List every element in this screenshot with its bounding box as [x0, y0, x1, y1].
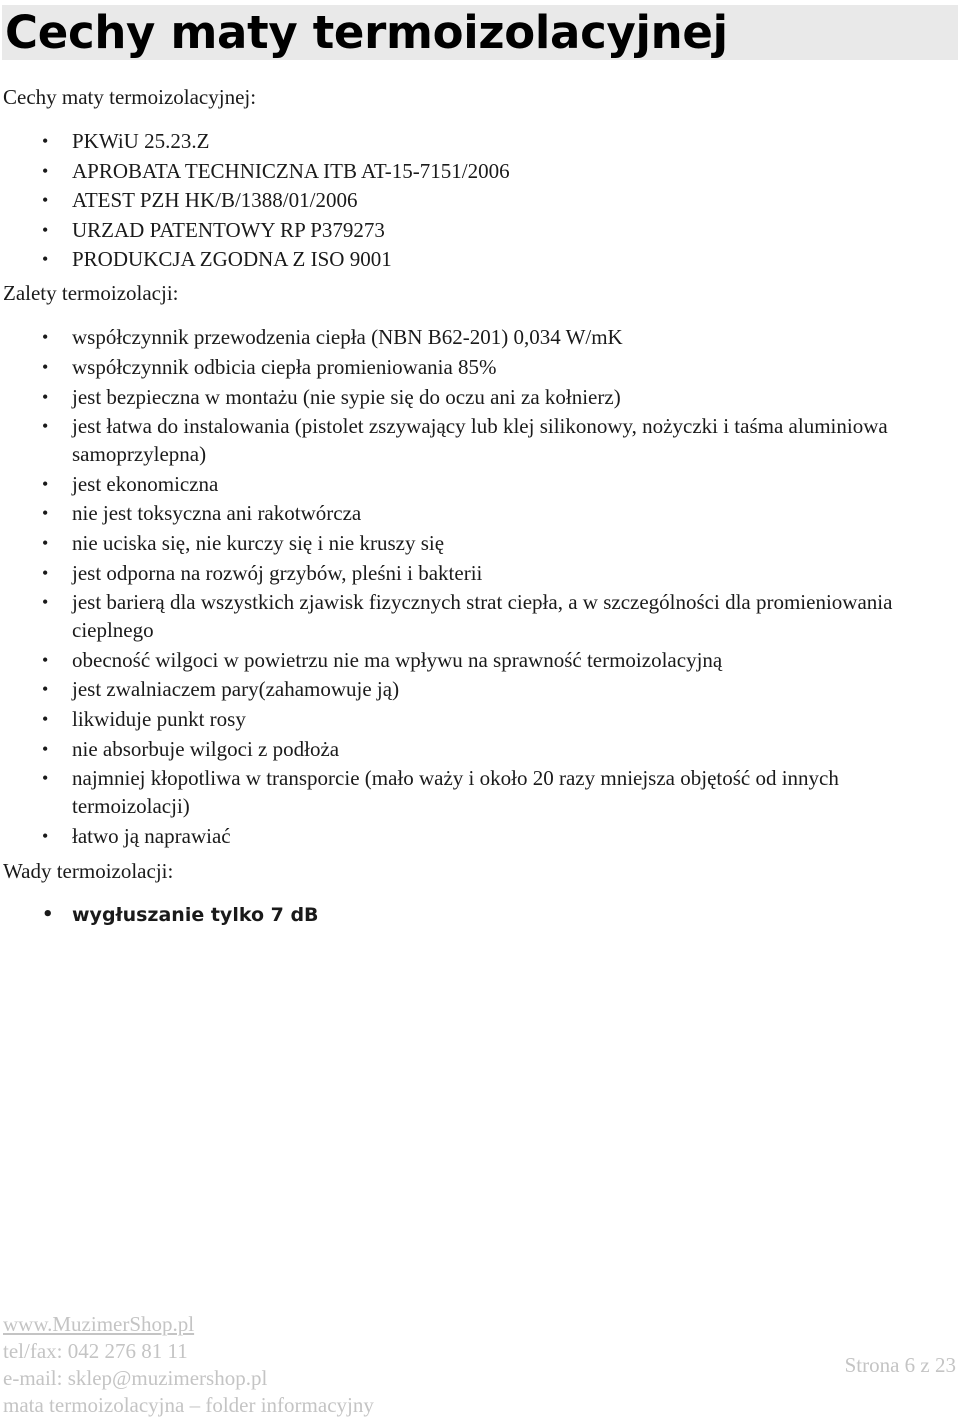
list-item: • jest łatwa do instalowania (pistolet zszywający lub klej silikonowy, nożyczki i taśma aluminiowa samoprzylepna) [0, 412, 958, 468]
list-item: • łatwo ją naprawiać [0, 822, 958, 850]
certifications-label: Cechy maty termoizolacyjnej: [3, 85, 257, 109]
page-title: Cechy maty termoizolacyjnej [5, 6, 728, 59]
list-item: • likwiduje punkt rosy [0, 705, 958, 733]
document-title: mata termoizolacyjna – folder informacyjny [3, 1393, 374, 1417]
page-footer [3, 1311, 374, 1419]
disadvantages-list [0, 901, 958, 929]
advantages-label: Zalety termoizolacji: [3, 281, 179, 306]
list-item: • URZAD PATENTOWY RP P379273 [0, 216, 958, 244]
list-item: • jest ekonomiczna [0, 470, 958, 498]
website-link[interactable]: www.MuzimerShop.pl [3, 1312, 195, 1336]
list-item: • jest bezpieczna w montażu (nie sypie się do oczu ani za kołnierz) [0, 383, 958, 411]
list-item: • najmniej kłopotliwa w transporcie (mało waży i około 20 razy mniejsza objętość od innych termoizolacji) [0, 764, 958, 820]
list-item: • jest barierą dla wszystkich zjawisk fizycznych strat ciepła, a w szczególności dla promieniowania cieplnego [0, 588, 958, 644]
email-address: e-mail: sklep@muzimershop.pl [3, 1366, 268, 1390]
list-item: • PKWiU 25.23.Z [0, 127, 958, 155]
list-item: • PRODUKCJA ZGODNA Z ISO 9001 [0, 245, 958, 273]
page-number: Strona 6 z 23 [844, 1353, 956, 1377]
list-item: • ATEST PZH HK/B/1388/01/2006 [0, 186, 958, 214]
advantages-list [0, 323, 958, 849]
page-heading-band [2, 5, 958, 60]
list-item: • wygłuszanie tylko 7 dB [0, 901, 958, 929]
list-item: • nie absorbuje wilgoci z podłoża [0, 735, 958, 763]
list-item: • nie jest toksyczna ani rakotwórcza [0, 499, 958, 527]
list-item: • jest odporna na rozwój grzybów, pleśni i bakterii [0, 559, 958, 587]
list-item: • współczynnik odbicia ciepła promieniowania 85% [0, 353, 958, 381]
disadvantages-label: Wady termoizolacji: [3, 858, 174, 883]
list-item: • współczynnik przewodzenia ciepła (NBN B62-201) 0,034 W/mK [0, 323, 958, 351]
list-item: • jest zwalniaczem pary(zahamowuje ją) [0, 675, 958, 703]
list-item: • obecność wilgoci w powietrzu nie ma wpływu na sprawność termoizolacyjną [0, 646, 958, 674]
list-item: • nie uciska się, nie kurczy się i nie kruszy się [0, 529, 958, 557]
list-item: • APROBATA TECHNICZNA ITB AT-15-7151/2006 [0, 157, 958, 185]
certifications-list [0, 127, 958, 273]
phone-number: tel/fax: 042 276 81 11 [3, 1339, 188, 1363]
document-body [0, 83, 958, 930]
